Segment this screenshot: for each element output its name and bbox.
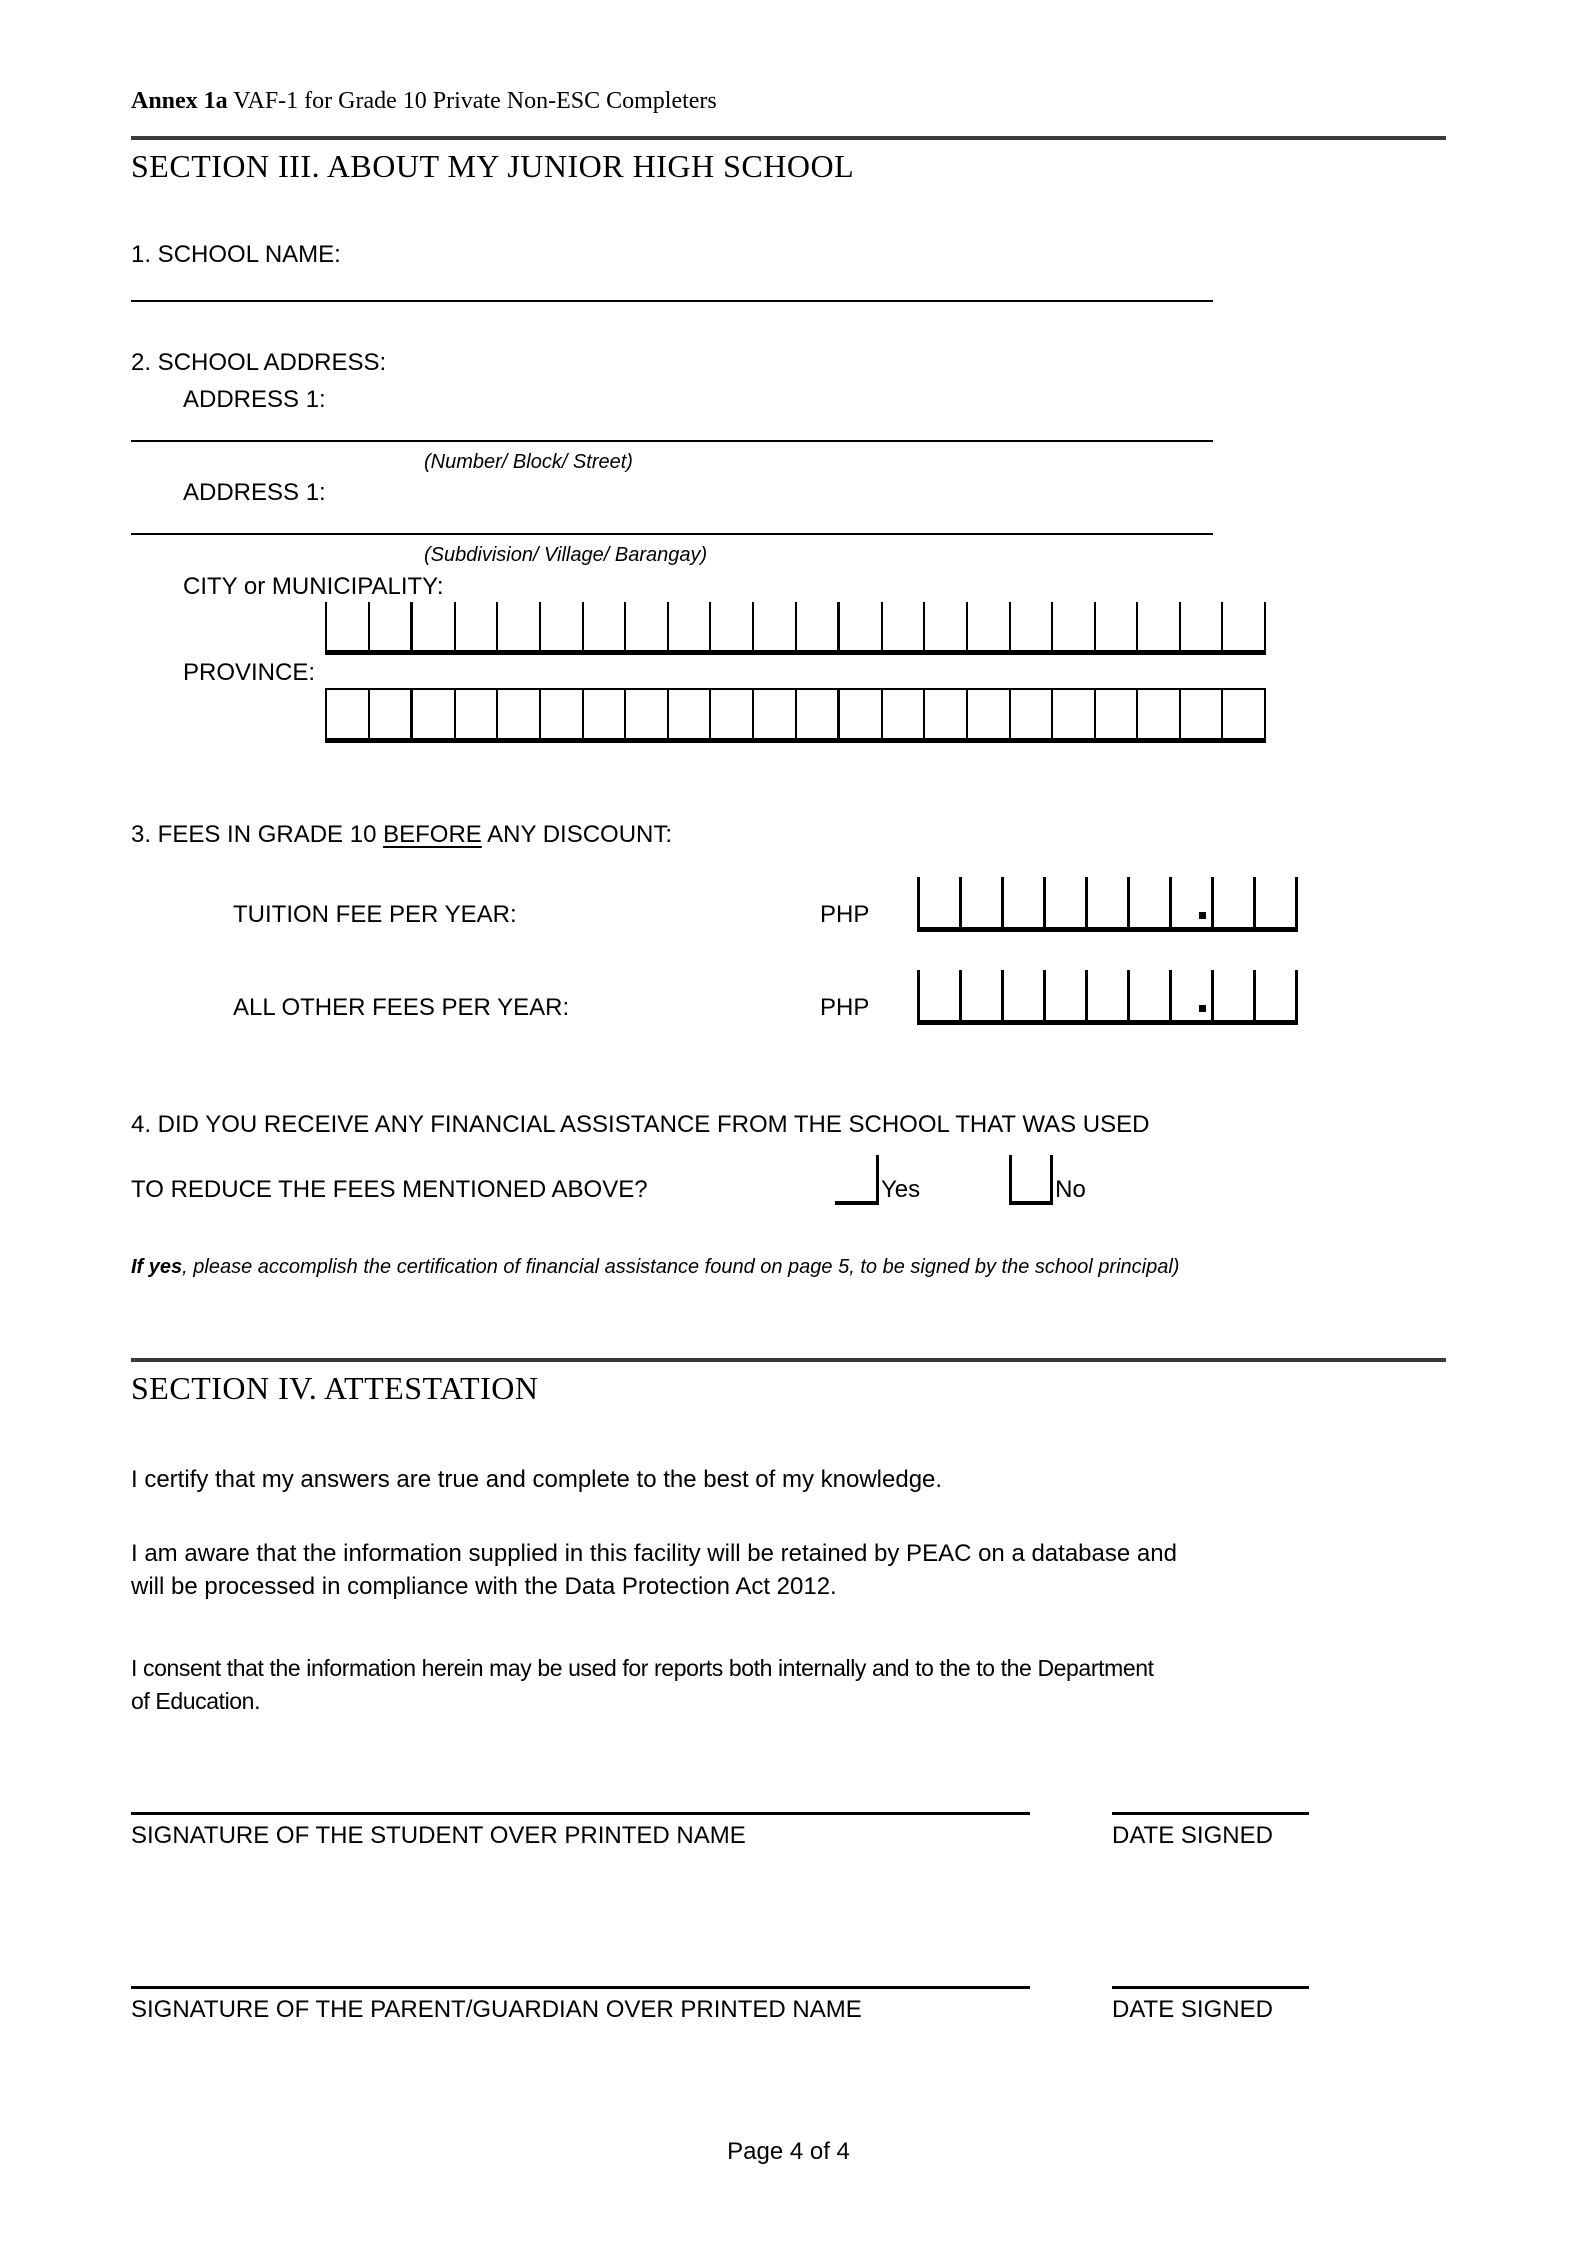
- comb-cell: [624, 690, 667, 738]
- section-divider: [131, 1358, 1446, 1362]
- comb-cell: [539, 690, 582, 738]
- comb-cell: [1127, 877, 1169, 927]
- student-date-label: DATE SIGNED: [1112, 1822, 1273, 1849]
- address1-hint: (Number/ Block/ Street): [424, 451, 633, 473]
- comb-cell: [881, 602, 924, 650]
- comb-cell: [1051, 690, 1094, 738]
- comb-cell: [917, 877, 959, 927]
- comb-cell: [837, 690, 881, 738]
- assistance-answer-row: [131, 1151, 1446, 1205]
- comb-cell: [539, 602, 582, 650]
- comb-cell: [1043, 970, 1085, 1020]
- if-yes-note-bold: If yes: [131, 1256, 183, 1278]
- comb-cell: [667, 690, 710, 738]
- annex-title: [131, 86, 1446, 116]
- parent-signature-label: SIGNATURE OF THE PARENT/GUARDIAN OVER PRINTED NAME: [131, 1996, 862, 2023]
- fees-question-post: ANY DISCOUNT:: [481, 821, 673, 848]
- comb-cell: [881, 690, 924, 738]
- comb-cell: [1136, 602, 1179, 650]
- fees-question-pre: 3. FEES IN GRADE 10: [131, 821, 384, 848]
- comb-cell: [1127, 970, 1169, 1020]
- comb-cell: [752, 602, 795, 650]
- comb-cell: [667, 602, 710, 650]
- city-label: CITY or MUNICIPALITY:: [183, 573, 444, 600]
- comb-cell: [368, 690, 411, 738]
- address2-label: ADDRESS 1:: [183, 479, 326, 506]
- comb-cell: [624, 602, 667, 650]
- comb-cell: [1136, 690, 1179, 738]
- comb-cell: [1085, 877, 1127, 927]
- comb-cell: [959, 877, 1001, 927]
- comb-cell: [923, 690, 966, 738]
- address2-hint: (Subdivision/ Village/ Barangay): [424, 544, 708, 566]
- comb-cell: [752, 690, 795, 738]
- attestation-paragraph-3-line2: of Education.: [131, 1688, 261, 1714]
- comb-cell: [1179, 690, 1222, 738]
- yes-label: Yes: [881, 1176, 921, 1203]
- student-signature-line[interactable]: [131, 1812, 1030, 1815]
- parent-date-line[interactable]: [1112, 1986, 1309, 1989]
- school-name-input-line[interactable]: [131, 300, 1213, 302]
- other-fees-row: [233, 970, 1446, 1025]
- comb-cell: [1001, 970, 1043, 1020]
- parent-signature-row: [131, 1986, 1446, 2025]
- other-fees-comb-field[interactable]: [917, 970, 1298, 1025]
- comb-cell: [795, 602, 838, 650]
- comb-cell: [454, 602, 497, 650]
- comb-cell: [709, 690, 752, 738]
- tuition-fee-comb-field[interactable]: [917, 877, 1298, 932]
- attestation-paragraph-2-line2: will be processed in compliance with the Data Protection Act 2012.: [131, 1573, 837, 1600]
- student-date-line[interactable]: [1112, 1812, 1309, 1815]
- comb-cell: [1009, 602, 1052, 650]
- fees-question-underlined: BEFORE: [383, 821, 482, 848]
- attestation-paragraph-2-line1: I am aware that the information supplied in this facility will be retained by PEAC on a database and: [131, 1540, 1177, 1567]
- other-fees-label: ALL OTHER FEES PER YEAR:: [233, 994, 570, 1021]
- comb-cell: [1094, 602, 1137, 650]
- comb-cell: [795, 690, 838, 738]
- comb-cell: [959, 970, 1001, 1020]
- comb-cell: [1253, 877, 1298, 927]
- comb-cell: [496, 602, 539, 650]
- if-yes-note: [131, 1255, 1446, 1280]
- comb-cell: [1169, 877, 1211, 927]
- comb-cell: [1043, 877, 1085, 927]
- comb-cell: [1001, 877, 1043, 927]
- attestation-paragraph-1: I certify that my answers are true and complete to the best of my knowledge.: [131, 1466, 943, 1493]
- comb-cell: [410, 602, 454, 650]
- province-comb-field[interactable]: [325, 688, 1266, 743]
- comb-cell: [1179, 602, 1222, 650]
- annex-title-bold: Annex 1a: [131, 88, 228, 114]
- assistance-question-line2: TO REDUCE THE FEES MENTIONED ABOVE?: [131, 1176, 648, 1203]
- attestation-paragraph-2: [131, 1537, 1446, 1603]
- comb-cell: [1094, 690, 1137, 738]
- if-yes-note-rest: , please accomplish the certification of financial assistance found on page 5, to be signed by the school principal): [182, 1256, 1180, 1278]
- comb-cell: [1253, 970, 1298, 1020]
- comb-cell: [1051, 602, 1094, 650]
- address1-label: ADDRESS 1:: [183, 386, 326, 413]
- city-comb-field[interactable]: [325, 602, 1266, 655]
- comb-cell: [325, 690, 368, 738]
- annex-title-rest: VAF-1 for Grade 10 Private Non-ESC Completers: [227, 88, 717, 114]
- yes-checkbox[interactable]: [835, 1155, 879, 1205]
- comb-cell: [1085, 970, 1127, 1020]
- comb-cell: [1211, 877, 1253, 927]
- comb-cell: [923, 602, 966, 650]
- comb-cell: [966, 690, 1009, 738]
- page-number: Page 4 of 4: [727, 2138, 850, 2165]
- no-checkbox[interactable]: [1009, 1155, 1053, 1205]
- comb-cell: [966, 602, 1009, 650]
- tuition-fee-label: TUITION FEE PER YEAR:: [233, 901, 517, 928]
- school-name-label: 1. SCHOOL NAME:: [131, 241, 341, 268]
- comb-cell: [837, 602, 881, 650]
- school-address-label: 2. SCHOOL ADDRESS:: [131, 349, 387, 376]
- comb-cell: [582, 602, 625, 650]
- comb-cell: [1221, 690, 1266, 738]
- tuition-currency-label: PHP: [820, 901, 870, 928]
- address2-input-line[interactable]: [131, 533, 1213, 535]
- province-label: PROVINCE:: [183, 659, 316, 686]
- section-divider: [131, 136, 1446, 140]
- comb-cell: [1169, 970, 1211, 1020]
- comb-cell: [454, 690, 497, 738]
- comb-cell: [1211, 970, 1253, 1020]
- comb-cell: [709, 602, 752, 650]
- parent-date-label: DATE SIGNED: [1112, 1996, 1273, 2023]
- comb-cell: [410, 690, 454, 738]
- assistance-question-line1: 4. DID YOU RECEIVE ANY FINANCIAL ASSISTANCE FROM THE SCHOOL THAT WAS USED: [131, 1111, 1150, 1138]
- comb-cell: [325, 602, 368, 650]
- attestation-paragraph-3: [131, 1652, 1446, 1718]
- comb-cell: [1221, 602, 1266, 650]
- comb-cell: [917, 970, 959, 1020]
- comb-cell: [582, 690, 625, 738]
- section3-title: SECTION III. ABOUT MY JUNIOR HIGH SCHOOL: [131, 148, 855, 184]
- student-signature-row: [131, 1812, 1446, 1851]
- tuition-fee-row: [233, 877, 1446, 932]
- other-fees-currency-label: PHP: [820, 994, 870, 1021]
- comb-cell: [368, 602, 411, 650]
- parent-signature-line[interactable]: [131, 1986, 1030, 1989]
- section4-title: SECTION IV. ATTESTATION: [131, 1370, 539, 1406]
- address1-input-line[interactable]: [131, 440, 1213, 442]
- comb-cell: [1009, 690, 1052, 738]
- attestation-paragraph-3-line1: I consent that the information herein may be used for reports both internally and to the to the Department: [131, 1655, 1154, 1681]
- comb-cell: [496, 690, 539, 738]
- no-label: No: [1055, 1176, 1086, 1203]
- fees-question-label: [131, 820, 1446, 850]
- student-signature-label: SIGNATURE OF THE STUDENT OVER PRINTED NAME: [131, 1822, 746, 1849]
